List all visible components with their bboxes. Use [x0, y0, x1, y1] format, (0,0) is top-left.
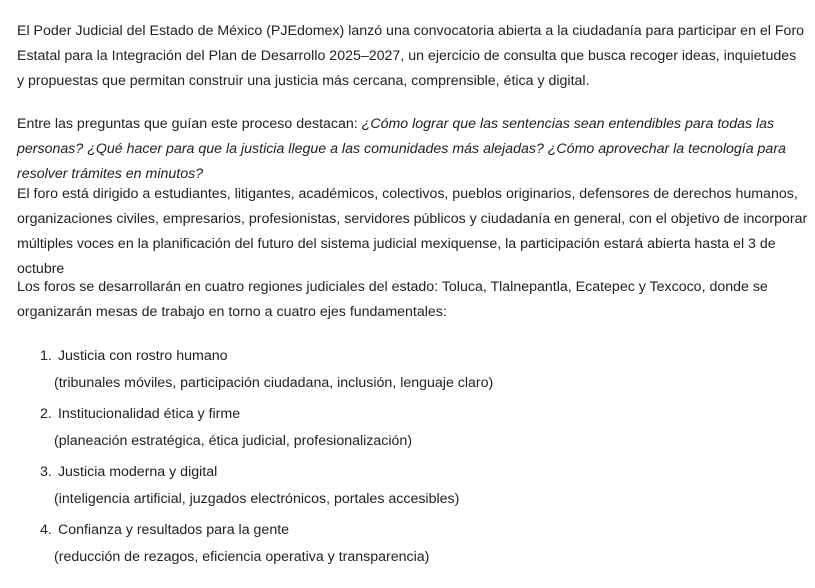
intro-paragraph: El Poder Judicial del Estado de México (PJEdomex) lanzó una convocatoria abierta a la ciudadanía para participar en el Foro Estatal para la Integración del Plan de Desarrollo 2025–2027, un ejercicio de consulta que busca recoger ideas, inquietudes y propuestas que permitan construir una justicia más cercana, comprensible, ética y digital. — [17, 23, 805, 89]
item-number: 4. — [40, 522, 52, 538]
list-item — [40, 343, 493, 401]
regions-paragraph: Los foros se desarrollarán en cuatro regiones judiciales del estado: Toluca, Tlalnepantla, Ecatepec y Texcoco, donde se organizarán mesas de trabajo en torno a cuatro ejes fundamentales: — [17, 279, 768, 320]
item-title: Justicia con rostro humano — [57, 348, 228, 364]
item-description: (planeación estratégica, ética judicial, profesionalización) — [54, 433, 413, 449]
item-description: (tribunales móviles, participación ciudadana, inclusión, lenguaje claro) — [54, 375, 494, 391]
item-number: 3. — [40, 464, 52, 480]
questions-text: ¿Cómo lograr que las sentencias sean entendibles para todas las personas? ¿Qué hacer para que la justicia llegue a las comunidades más alejadas? ¿Cómo aprovechar la tecnología para resolver trámites en minutos? — [17, 116, 786, 182]
item-description: (inteligencia artificial, juzgados electrónicos, portales accesibles) — [54, 491, 460, 507]
questions-lead: Entre las preguntas que guían este proceso destacan: — [17, 116, 362, 132]
questions-paragraph — [17, 112, 812, 187]
axes-list — [40, 343, 493, 575]
item-description: (reducción de rezagos, eficiencia operativa y transparencia) — [54, 549, 430, 565]
list-item — [40, 517, 493, 575]
item-number: 2. — [40, 406, 52, 422]
list-item — [40, 401, 493, 459]
list-item — [40, 459, 493, 517]
item-title: Institucionalidad ética y firme — [57, 406, 241, 422]
item-number: 1. — [40, 348, 52, 364]
item-title: Confianza y resultados para la gente — [57, 522, 290, 538]
item-title: Justicia moderna y digital — [57, 464, 218, 480]
audience-paragraph: El foro está dirigido a estudiantes, litigantes, académicos, colectivos, pueblos originarios, defensores de derechos humanos, organizaciones civiles, empresarios, profesionistas, servidores públicos y ciudadanía en general, con el objetivo de incorporar múltiples voces en la planificación del futuro del sistema judicial mexiquense, la participación estará abierta hasta el 3 de octubre — [17, 186, 808, 277]
